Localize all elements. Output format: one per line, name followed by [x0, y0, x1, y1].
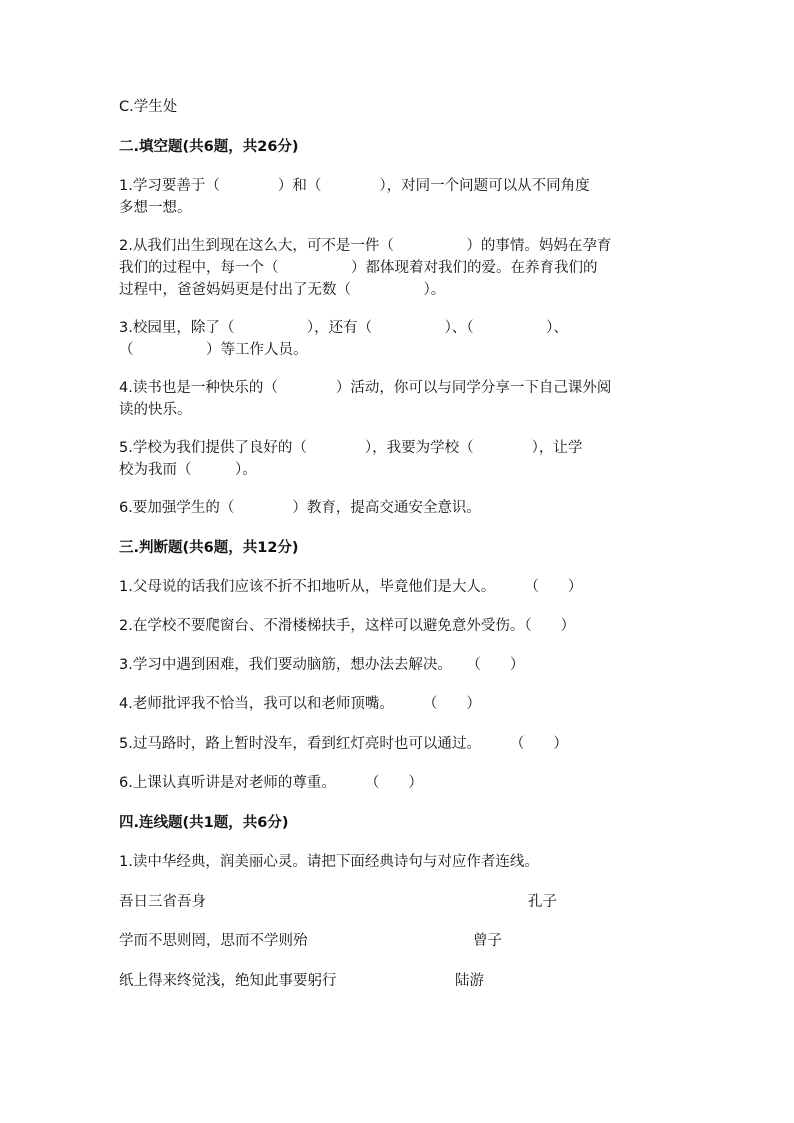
fill-q2-line3: 过程中，爸爸妈妈更是付出了无数（ ）。 — [119, 282, 446, 298]
fill-q2-line2: 我们的过程中，每一个（ ）都体现着对我们的爱。在养育我们的 — [119, 260, 598, 276]
fill-q3-line2: （ ）等工作人员。 — [119, 342, 308, 358]
judge-q6: 6.上课认真听讲是对老师的尊重。 （ ） — [119, 775, 423, 791]
judge-q1: 1.父母说的话我们应该不折不扣地听从，毕竟他们是大人。 （ ） — [119, 579, 583, 595]
fill-q6: 6.要加强学生的（ ）教育，提高交通安全意识。 — [119, 500, 481, 516]
judge-q4: 4.老师批评我不恰当，我可以和老师顶嘴。 （ ） — [119, 696, 481, 712]
section-4-heading: 四.连线题(共1题，共6分) — [119, 815, 289, 831]
match-verse-1: 吾日三省吾身 — [119, 894, 206, 910]
fill-q5-line2: 校为我而（ ）。 — [119, 462, 257, 478]
judge-q5: 5.过马路时，路上暂时没车，看到红灯亮时也可以通过。 （ ） — [119, 736, 568, 752]
prev-option-c: C.学生处 — [119, 99, 178, 115]
match-verse-3: 纸上得来终觉浅，绝知此事要躬行 — [119, 973, 337, 989]
section-3-heading: 三.判断题(共6题，共12分) — [119, 540, 299, 556]
judge-q2: 2.在学校不要爬窗台、不滑楼梯扶手，这样可以避免意外受伤。（ ） — [119, 618, 576, 634]
fill-q1-line2: 多想一想。 — [119, 200, 192, 216]
fill-q3-line1: 3.校园里，除了（ ），还有（ ）、（ ）、 — [119, 320, 568, 336]
match-q1: 1.读中华经典，润美丽心灵。请把下面经典诗句与对应作者连线。 — [119, 854, 539, 870]
match-verse-2: 学而不思则罔，思而不学则殆 — [119, 933, 308, 949]
match-author-3: 陆游 — [455, 973, 484, 989]
fill-q2-line1: 2.从我们出生到现在这么大，可不是一件（ ）的事情。妈妈在孕育 — [119, 238, 612, 254]
match-author-2: 曾子 — [473, 933, 502, 949]
fill-q5-line1: 5.学校为我们提供了良好的（ ），我要为学校（ ），让学 — [119, 440, 583, 456]
fill-q4-line1: 4.读书也是一种快乐的（ ）活动，你可以与同学分享一下自己课外阅 — [119, 380, 612, 396]
section-2-heading: 二.填空题(共6题，共26分) — [119, 139, 299, 155]
fill-q4-line2: 读的快乐。 — [119, 402, 192, 418]
judge-q3: 3.学习中遇到困难，我们要动脑筋，想办法去解决。 （ ） — [119, 657, 525, 673]
fill-q1-line1: 1.学习要善于（ ）和（ ），对同一个问题可以从不同角度 — [119, 178, 590, 194]
match-author-1: 孔子 — [528, 894, 557, 910]
